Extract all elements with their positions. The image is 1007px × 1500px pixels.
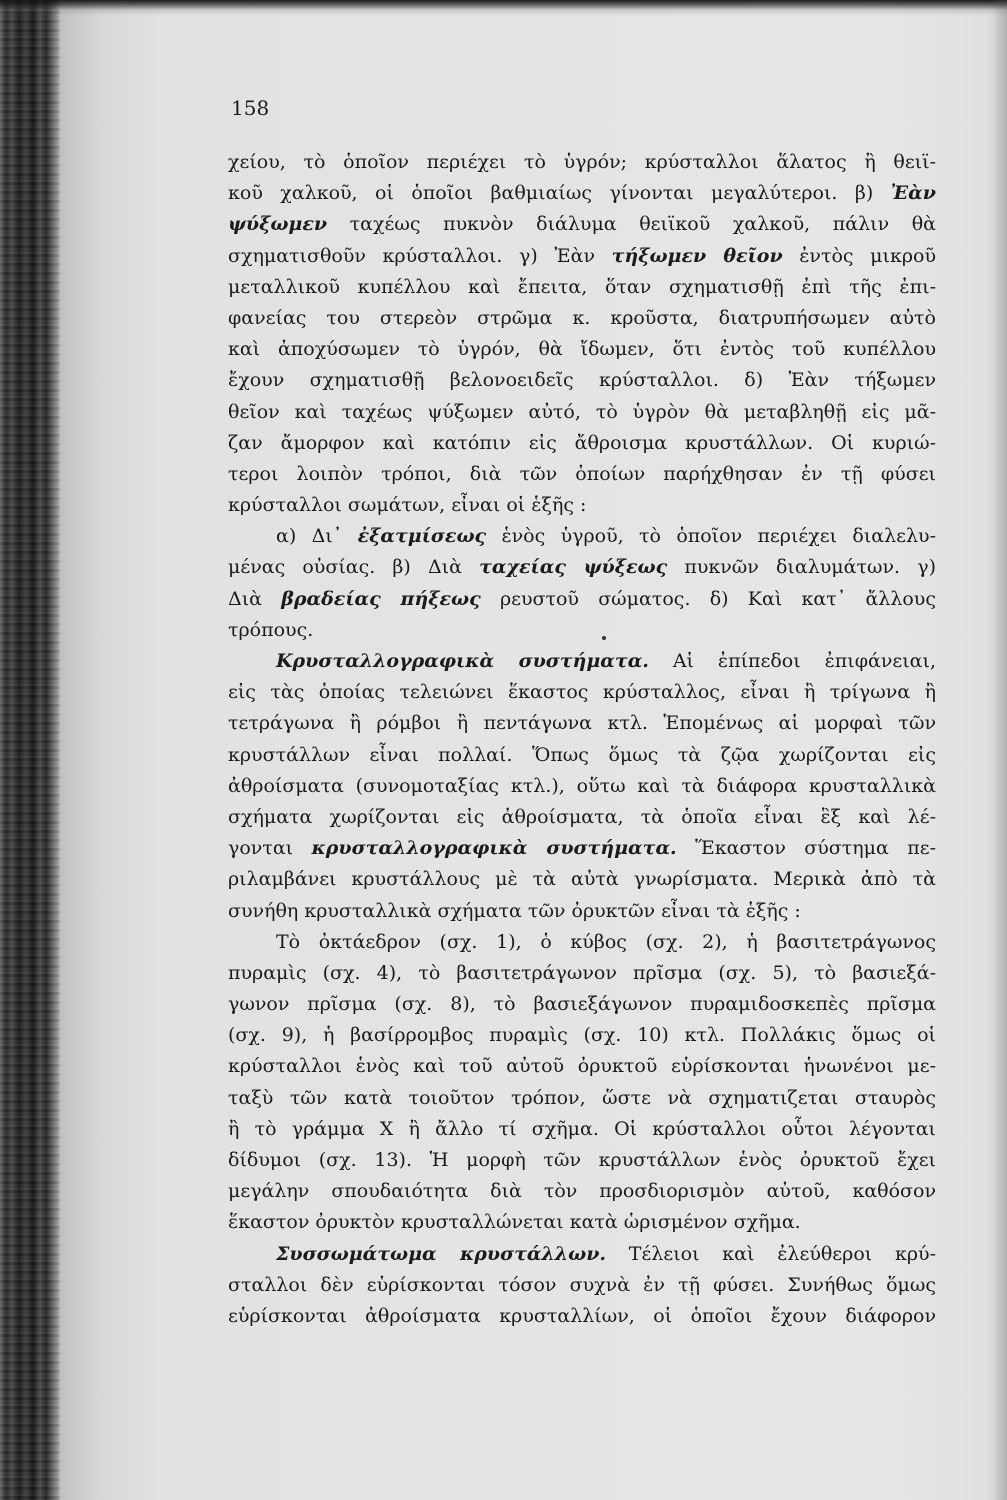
line-content: [228, 1118, 936, 1140]
text-line: [228, 209, 936, 240]
text-run: Αἱ ἐπίπεδοι ἐπιφάνειαι,: [648, 650, 937, 672]
line-content: [228, 775, 936, 797]
line-content: [228, 276, 936, 298]
text-line: [228, 584, 936, 615]
emphasized-term: τήξωμεν θεῖον: [611, 244, 783, 267]
text-run: ριλαμβάνει κρυστάλλους μὲ τὰ αὐτὰ γνωρίσματα. Μερικὰ ἀπὸ τὰ: [228, 868, 936, 891]
text-run: (σχ. 9), ἡ βασίρρομβος πυραμὶς (σχ. 10) κτλ. Πολλάκις ὅμως οἱ: [228, 1024, 936, 1047]
text-run: κοῦ χαλκοῦ, οἱ ὁποῖοι βαθμιαίως γίνονται μεγαλύτεροι. β): [228, 182, 891, 205]
text-line: [228, 459, 936, 490]
line-content: [228, 556, 936, 578]
text-run: δίδυμοι (σχ. 13). Ἡ μορφὴ τῶν κρυστάλλων ἑνὸς ὀρυκτοῦ ἔχει: [228, 1149, 936, 1171]
text-run: ζαν ἄμορφον καὶ κατόπιν εἰς ἄθροισμα κρυστάλλων. Οἱ κυριώ-: [228, 431, 936, 454]
text-line: [228, 147, 936, 178]
text-run: ταξὺ τῶν κατὰ τοιοῦτον τρόπον, ὥστε νὰ σχηματιζεται σταυρὸς: [228, 1086, 936, 1109]
emphasized-term: Συσσωμάτωμα κρυστάλλων.: [276, 1242, 607, 1265]
paragraph: [228, 1239, 936, 1333]
line-content: [276, 1243, 936, 1265]
emphasized-term: ψύξωμεν: [228, 213, 328, 236]
text-run: εἰς τὰς ὁποίας τελειώνει ἕκαστος κρύσταλλος, εἶναι ἢ τρίγωνα ἢ: [228, 681, 936, 704]
line-content: [228, 1024, 936, 1046]
text-line: [228, 397, 936, 428]
text-run: κρύσταλλοι σωμάτων, εἶναι οἱ ἑξῆς :: [228, 494, 587, 517]
text-line: [228, 615, 936, 646]
line-content: [276, 931, 936, 953]
text-run: σχηματισθοῦν κρύσταλλοι. γ) Ἐὰν: [228, 244, 612, 267]
text-line: [228, 241, 936, 272]
text-line: [228, 1145, 936, 1176]
emphasized-term: ἐξατμίσεως: [357, 525, 487, 548]
text-run: πυκνῶν διαλυμάτων. γ): [667, 556, 936, 579]
line-content: [228, 744, 936, 766]
text-run: μεγάλην σπουδαιότητα διὰ τὸν προσδιορισμὸν αὐτοῦ, καθόσον: [228, 1180, 936, 1203]
text-run: σταλλοι δὲν εὑρίσκονται τόσον συχνὰ ἐν τῇ φύσει. Συνήθως ὅμως: [228, 1273, 936, 1296]
text-line: [228, 1301, 936, 1332]
line-content: [228, 245, 936, 267]
text-line: [228, 958, 936, 989]
text-run: ρευστοῦ σώματος. δ) Καὶ κατ᾽ ἄλλους: [480, 587, 936, 610]
line-content: [228, 1274, 936, 1296]
text-run: α) Δι᾽: [276, 525, 358, 548]
text-line: [228, 646, 936, 677]
book-spine-edge: [0, 0, 60, 1500]
text-run: τρόπους.: [228, 618, 314, 641]
text-line: [228, 1176, 936, 1207]
text-line: [228, 1270, 936, 1301]
line-content: [228, 494, 586, 516]
paragraph: [228, 521, 936, 646]
emphasized-term: κρυσταλλογραφικὰ συστήματα.: [311, 837, 677, 860]
text-run: Ἕκαστον σύστημα πε-: [676, 837, 936, 860]
line-content: [228, 868, 936, 890]
line-content: [228, 1055, 936, 1077]
text-run: κρύσταλλοι ἑνὸς καὶ τοῦ αὐτοῦ ὀρυκτοῦ εὑρίσκονται ἡνωνένοι με-: [228, 1055, 936, 1078]
line-content: [228, 151, 936, 173]
text-run: μεταλλικοῦ κυπέλλου καὶ ἔπειτα, ὅταν σχηματισθῇ ἐπὶ τῆς ἐπι-: [228, 275, 936, 298]
line-content: [228, 213, 936, 235]
line-content: [276, 650, 936, 672]
text-run: Διὰ: [228, 587, 282, 610]
text-line: [228, 178, 936, 209]
line-content: [228, 806, 936, 828]
line-content: [228, 1211, 801, 1233]
text-line: [228, 428, 936, 459]
text-line: [228, 1239, 936, 1270]
ink-speck: [602, 636, 606, 640]
line-content: [228, 307, 936, 329]
emphasized-term: ταχείας ψύξεως: [479, 556, 668, 579]
line-content: [228, 962, 936, 984]
text-line: [228, 272, 936, 303]
line-content: [228, 588, 936, 610]
text-line: [228, 365, 936, 396]
page-number: 158: [231, 96, 270, 120]
text-line: [228, 1020, 936, 1051]
emphasized-term: Ἐὰν: [890, 182, 936, 205]
text-run: γωνον πρῖσμα (σχ. 8), τὸ βασιεξάγωνον πυραμιδοσκεπὲς πρῖσμα: [228, 993, 936, 1016]
paragraph: [228, 646, 936, 927]
text-line: [228, 896, 936, 927]
text-run: Τέλειοι καὶ ἐλεύθεροι κρύ-: [606, 1242, 936, 1265]
line-content: [228, 712, 936, 734]
line-content: [228, 432, 936, 454]
text-run: χείου, τὸ ὁποῖον περιέχει τὸ ὑγρόν; κρύσταλλοι ἅλατος ἢ θειϊ-: [228, 151, 936, 173]
text-run: συνήθη κρυσταλλικὰ σχήματα τῶν ὀρυκτῶν εἶναι τὰ ἑξῆς :: [228, 899, 801, 922]
paragraph: [228, 927, 936, 1239]
text-run: ἔχουν σχηματισθῇ βελονοειδεῖς κρύσταλλοι. δ) Ἐὰν τήξωμεν: [228, 369, 936, 392]
line-content: [228, 619, 313, 641]
text-run: θεῖον καὶ ταχέως ψύξωμεν αὐτό, τὸ ὑγρὸν θὰ μεταβληθῇ εἰς μᾶ-: [228, 400, 936, 423]
text-run: μένας οὐσίας. β) Διὰ: [228, 556, 480, 579]
paragraph: [228, 147, 936, 521]
text-run: σχήματα χωρίζονται εἰς ἀθροίσματα, τὰ ὁποῖα εἶναι ἓξ καὶ λέ-: [228, 805, 936, 828]
emphasized-term: Κρυσταλλογραφικὰ συστήματα.: [276, 650, 649, 672]
text-line: [228, 1083, 936, 1114]
text-run: τετράγωνα ἢ ρόμβοι ἢ πεντάγωνα κτλ. Ἑπομένως αἱ μορφαὶ τῶν: [228, 712, 936, 735]
line-content: [228, 1149, 936, 1171]
text-run: πυραμὶς (σχ. 4), τὸ βασιτετράγωνον πρῖσμα (σχ. 5), τὸ βασιεξά-: [228, 961, 936, 984]
text-run: καὶ ἀποχύσωμεν τὸ ὑγρόν, θὰ ἴδωμεν, ὅτι ἐντὸς τοῦ κυπέλλου: [228, 338, 936, 361]
text-line: [228, 552, 936, 583]
line-content: [228, 1180, 936, 1202]
text-line: [228, 740, 936, 771]
text-line: [228, 677, 936, 708]
text-line: [228, 521, 936, 552]
line-content: [228, 1087, 936, 1109]
text-line: [228, 927, 936, 958]
text-run: κρυστάλλων εἶναι πολλαί. Ὅπως ὅμως τὰ ζῷα χωρίζονται εἰς: [228, 743, 936, 766]
text-run: ἑνὸς ὑγροῦ, τὸ ὁποῖον περιέχει διαλελυ-: [486, 525, 936, 548]
text-run: εὑρίσκονται ἀθροίσματα κρυσταλλίων, οἱ ὁποῖοι ἔχουν διάφορον: [228, 1304, 936, 1327]
text-run: ἕκαστον ὀρυκτὸν κρυσταλλώνεται κατὰ ὡρισμένον σχῆμα.: [228, 1211, 801, 1234]
text-line: [228, 1207, 936, 1238]
text-run: Τὸ ὀκτάεδρον (σχ. 1), ὁ κύβος (σχ. 2), ἡ βασιτετράγωνος: [276, 930, 936, 953]
text-run: ἐντὸς μικροῦ: [782, 244, 936, 267]
line-content: [228, 401, 936, 423]
text-run: τεροι λοιπὸν τρόποι, διὰ τῶν ὁποίων παρήχθησαν ἐν τῇ φύσει: [228, 462, 936, 485]
text-line: [228, 989, 936, 1020]
emphasized-term: βραδείας πήξεως: [281, 587, 481, 610]
top-page-edge: [0, 0, 1007, 16]
line-content: [228, 681, 936, 703]
line-content: [228, 1305, 936, 1327]
text-line: [228, 1051, 936, 1082]
text-line: [228, 802, 936, 833]
text-line: [228, 303, 936, 334]
text-line: [228, 1114, 936, 1145]
text-line: [228, 833, 936, 864]
right-page-edge: [993, 0, 1007, 1500]
line-content: [228, 993, 936, 1015]
line-content: [276, 525, 936, 547]
text-run: γονται: [228, 837, 312, 860]
body-text: [228, 147, 936, 1332]
text-run: ταχέως πυκνὸν διάλυμα θειϊκοῦ χαλκοῦ, πάλιν θὰ: [327, 213, 936, 236]
text-run: ἀθροίσματα (συνομοταξίας κτλ.), οὕτω καὶ τὰ διάφορα κρυσταλλικὰ: [228, 774, 936, 797]
line-content: [228, 463, 936, 485]
text-line: [228, 490, 936, 521]
text-run: φανείας του στερεὸν στρῶμα κ. κροῦστα, διατρυπήσωμεν αὐτὸ: [228, 306, 936, 329]
text-line: [228, 334, 936, 365]
line-content: [228, 369, 936, 391]
line-content: [228, 900, 801, 922]
text-line: [228, 771, 936, 802]
text-line: [228, 708, 936, 739]
line-content: [228, 182, 936, 204]
text-line: [228, 864, 936, 895]
line-content: [228, 837, 936, 859]
line-content: [228, 338, 936, 360]
text-run: ἢ τὸ γράμμα Χ ἢ ἄλλο τί σχῆμα. Οἱ κρύσταλλοι οὗτοι λέγονται: [228, 1117, 936, 1140]
